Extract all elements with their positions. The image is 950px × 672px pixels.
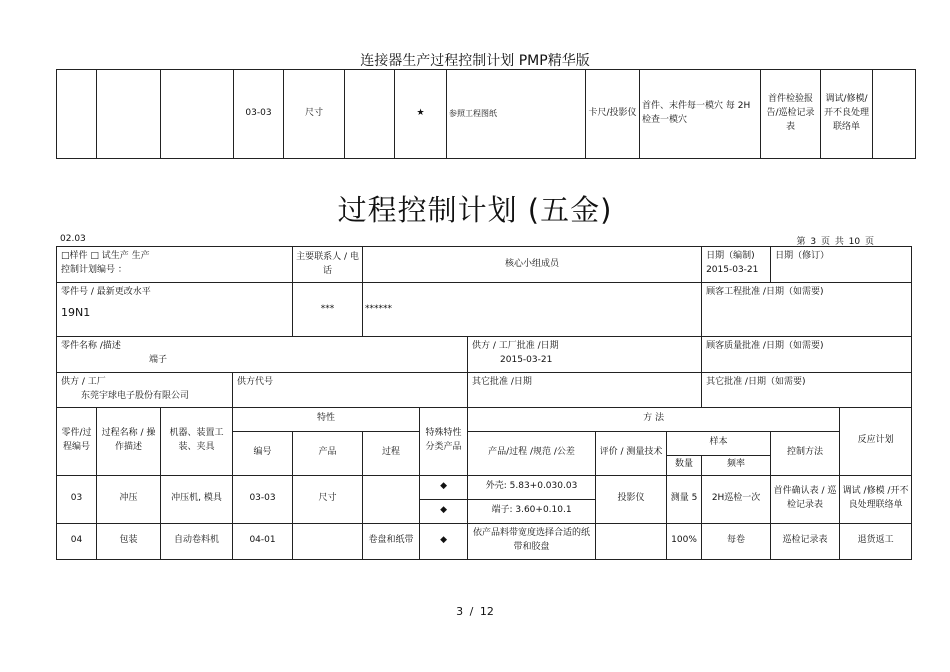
part-name-cell [57,337,468,373]
other-approval2-label: 其它批准 /日期（如需要) [702,373,912,408]
qty-cell: 100% [667,523,702,559]
cust-quality-label: 顾客质量批准 /日期（如需要) [702,337,912,373]
supplier-code-label: 供方代号 [233,373,468,408]
contact-label: 主要联系人 / 电话 [293,247,363,283]
part-no-label: 零件号 / 最新更改水平 [61,287,151,297]
freq-cell: 每卷 [702,523,771,559]
col-control: 控制方法 [771,431,840,475]
supplier-approval-cell [468,337,702,373]
special-diamond-icon: ◆ [420,499,468,523]
spec-cell: 端子: 3.60+0.10.1 [468,499,596,523]
machine-cell: 自动卷料机 [161,523,233,559]
stage-options: □样件 □ 试生产 生产 [61,251,150,261]
process-cell [363,475,420,523]
tech-cell: 卡尺/投影仪 [586,70,640,159]
reaction-cell: 退货返工 [840,523,912,559]
part-no-cell [57,283,293,337]
product-cell [293,523,363,559]
table-row [57,523,912,559]
control-cell: 首件确认表 / 巡检记录表 [771,475,840,523]
part-no-value: 19N1 [61,305,91,319]
col-freq: 频率 [702,455,771,475]
supplier-cell [57,373,233,408]
control-plan-table [56,246,912,560]
supplier-label: 供方 / 工厂 [61,377,106,387]
eval-cell [596,523,667,559]
reaction-cell: 调试/修模/开不良处理联络单 [821,70,873,159]
char-no-cell: 04-01 [233,523,293,559]
col-characteristics: 特性 [233,407,420,431]
page-footer: 3 / 12 [456,605,494,618]
proc-name-cell: 冲压 [97,475,161,523]
freq-cell: 首件、末件每一模穴 每 2H 检查一模穴 [640,70,761,159]
product-cell: 尺寸 [293,475,363,523]
previous-page-row-table [56,69,916,159]
core-team-value: ****** [363,283,702,337]
spec-cell: 依产品料带宽度选择合适的纸带和胶盘 [468,523,596,559]
date-orig-cell [702,247,771,283]
machine-cell: 冲压机, 模具 [161,475,233,523]
col-special-class: 特殊特性分类产品 [420,407,468,475]
date-orig-value: 2015-03-21 [706,264,759,275]
cust-eng-label: 顾客工程批准 /日期（如需要) [702,283,912,337]
product-cell: 尺寸 [284,70,345,159]
col-sample: 样本 [667,431,771,455]
empty-cell [161,70,234,159]
col-methods: 方 法 [468,407,840,431]
col-reaction: 反应计划 [840,407,912,475]
char-no-cell: 03-03 [234,70,284,159]
empty-cell [873,70,916,159]
char-no-cell: 03-03 [233,475,293,523]
control-cell: 巡检记录表 [771,523,840,559]
document-header: 连接器生产过程控制计划 PMP精华版 [360,53,590,69]
col-product: 产品 [293,431,363,475]
freq-cell: 2H巡检一次 [702,475,771,523]
stage-cell [57,247,293,283]
reaction-cell: 调试 /修模 /开不良处理联络单 [840,475,912,523]
part-name-label: 零件名称 /描述 [61,341,121,351]
plan-no-label: 控制计划编号 ： [61,264,127,275]
table-row [57,475,912,499]
spec-cell: 外壳: 5.83+0.030.03 [468,475,596,499]
eval-cell: 投影仪 [596,475,667,523]
contact-value: *** [293,283,363,337]
special-diamond-icon: ◆ [420,475,468,499]
date-orig-label: 日期（编制) [706,251,755,261]
part-no-cell: 03 [57,475,97,523]
part-no-cell: 04 [57,523,97,559]
control-cell: 首件检验报告/巡检记录表 [761,70,821,159]
supplier-value: 东莞宇球电子股份有限公司 [81,390,190,401]
supplier-approval-label: 供方 / 工厂批准 /日期 [472,341,559,351]
special-diamond-icon: ◆ [420,523,468,559]
col-process: 过程 [363,431,420,475]
col-qty: 数量 [667,455,702,475]
col-part-proc-no: 零件/过程编号 [57,407,97,475]
empty-cell [345,70,395,159]
page-title: 过程控制计划 (五金) [337,193,613,227]
spec-cell: 参照工程图纸 [447,70,586,159]
empty-cell [97,70,161,159]
empty-cell [57,70,97,159]
special-star-icon: ★ [395,70,447,159]
col-char-no: 编号 [233,431,293,475]
col-machine: 机器、装置工装、夹具 [161,407,233,475]
qty-cell: 测量 5 [667,475,702,523]
supplier-approval-value: 2015-03-21 [500,354,553,365]
date-rev-label: 日期（修订） [771,247,912,283]
col-proc-name: 过程名称 / 操作描述 [97,407,161,475]
other-approval-label: 其它批准 /日期 [468,373,702,408]
proc-name-cell: 包装 [97,523,161,559]
page-info: 第 3 页 共 10 页 [796,237,874,247]
doc-number: 02.03 [60,234,86,244]
process-cell: 卷盘和纸带 [363,523,420,559]
col-spec: 产品/过程 /规范 /公差 [468,431,596,475]
part-name-value: 端子 [149,354,168,365]
core-team-label: 核心小组成员 [363,247,702,283]
col-eval: 评价 / 测量技术 [596,431,667,475]
